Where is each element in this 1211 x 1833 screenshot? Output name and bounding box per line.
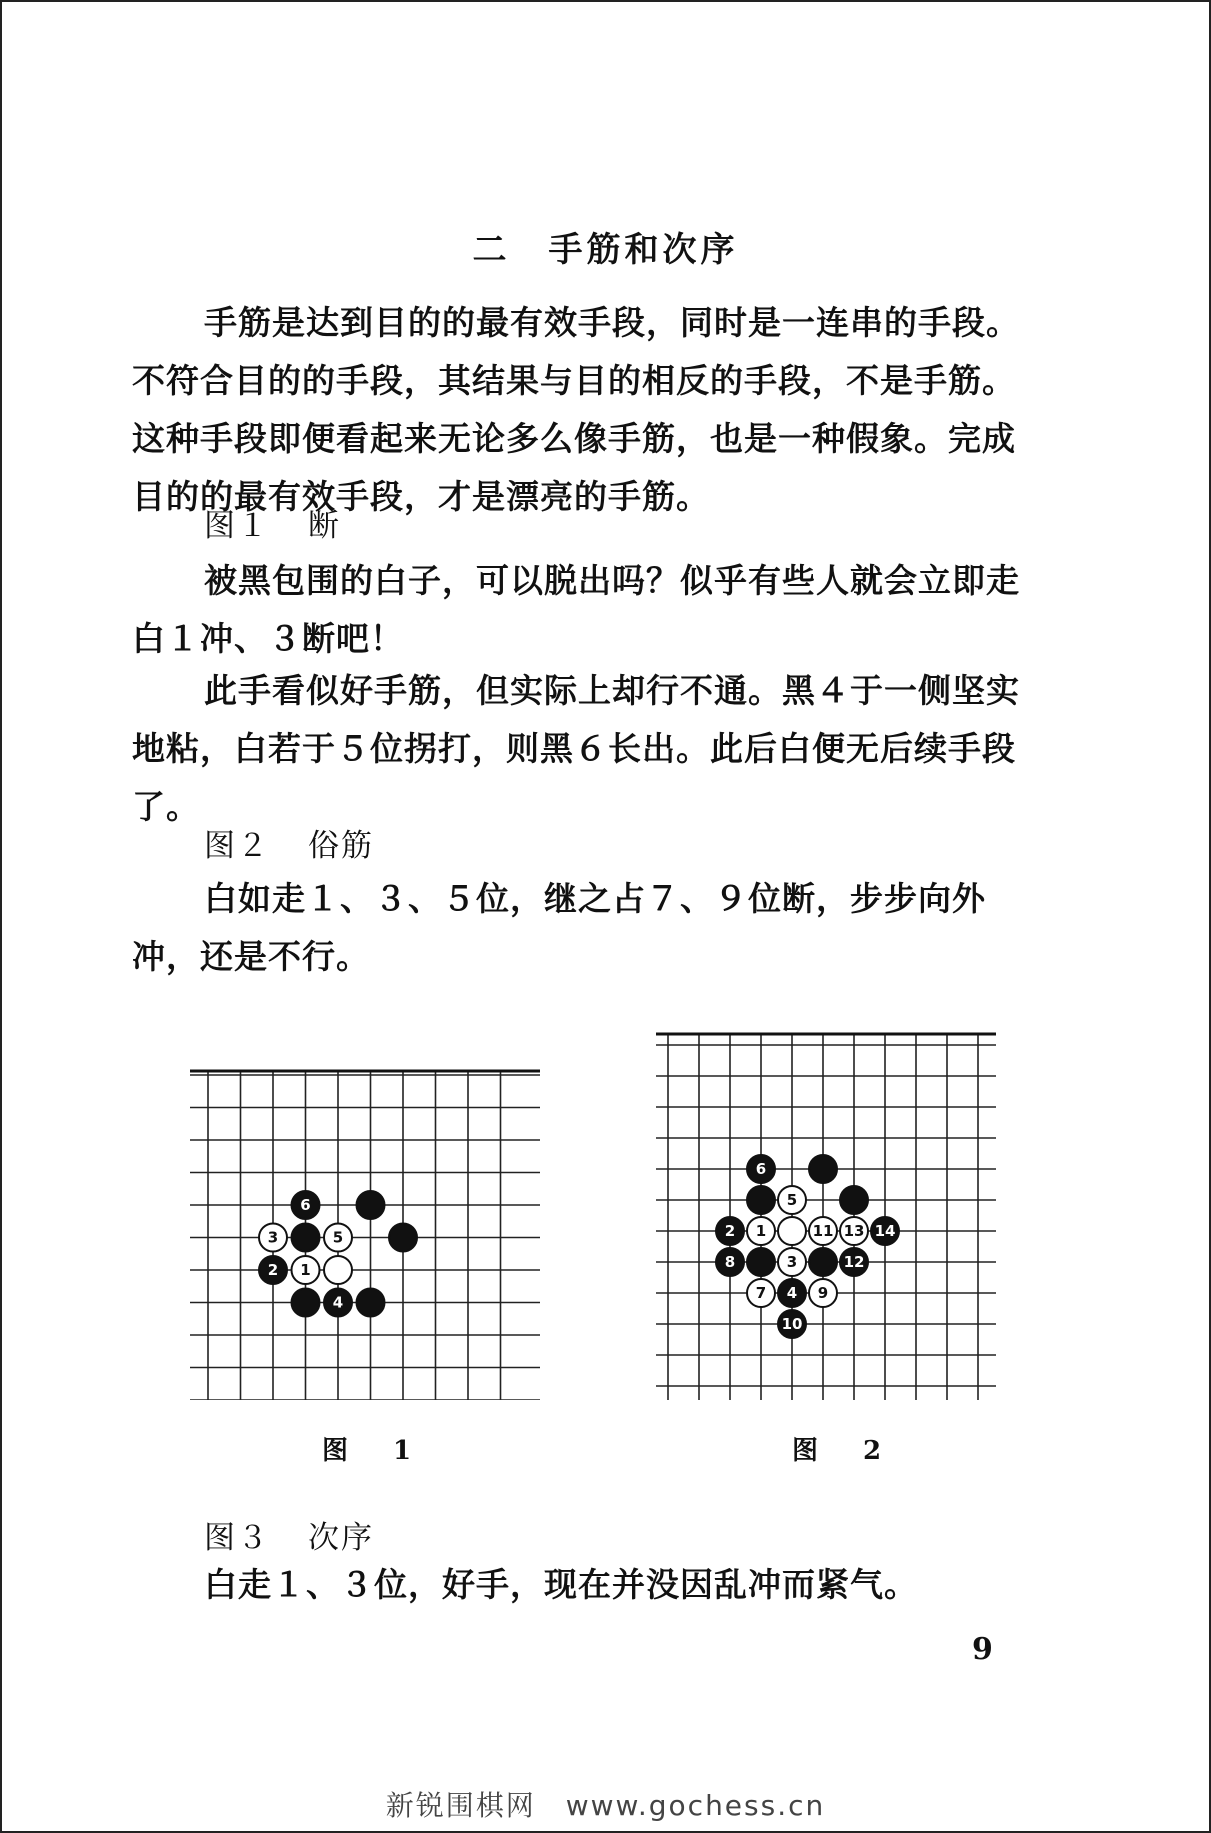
move-number: 10	[781, 1315, 803, 1333]
move-number: 3	[267, 1228, 279, 1247]
fig1-heading: 图１ 断	[204, 508, 341, 544]
move-number: 2	[267, 1261, 279, 1279]
black-stone	[747, 1186, 775, 1214]
fig3-heading: 图３ 次序	[204, 1520, 374, 1556]
black-stone	[747, 1248, 775, 1276]
move-number: 1	[755, 1222, 767, 1240]
white-stone	[840, 1217, 868, 1245]
move-number: 3	[786, 1253, 798, 1271]
black-stone	[809, 1155, 837, 1183]
black-stone	[259, 1256, 287, 1284]
move-number: 14	[874, 1222, 896, 1240]
board-grid	[190, 1071, 540, 1400]
black-stone	[292, 1191, 320, 1219]
fig2-description-text: 白如走１、３、５位，继之占７、９位断，步步向外冲，还是不行。	[132, 879, 986, 976]
white-stone	[809, 1279, 837, 1307]
white-stone	[747, 1279, 775, 1307]
move-number: 2	[724, 1222, 736, 1240]
page-number: 9	[972, 1632, 993, 1667]
fig1-explanation	[132, 662, 1032, 836]
section-title: 二 手筋和次序	[472, 230, 739, 270]
move-number: 7	[755, 1284, 767, 1302]
white-stone	[778, 1217, 806, 1245]
move-number: 4	[786, 1284, 798, 1302]
move-number: 1	[300, 1261, 311, 1279]
go-diagram-1	[190, 1063, 540, 1400]
black-stone	[747, 1155, 775, 1183]
figure-2-caption: 图 2	[792, 1436, 900, 1466]
black-stone	[840, 1186, 868, 1214]
figure-1-caption: 图 1	[322, 1436, 430, 1466]
white-stone	[747, 1217, 775, 1245]
black-stone	[809, 1248, 837, 1276]
intro-text: 手筋是达到目的的最有效手段，同时是一连串的手段。不符合目的的手段，其结果与目的相反的手段，不是手筋。这种手段即便看起来无论多么像手筋，也是一种假象。完成目的的最有效手段，才是漂亮的手筋。	[132, 303, 1020, 516]
white-stone	[778, 1248, 806, 1276]
black-stone	[716, 1217, 744, 1245]
white-stone	[778, 1186, 806, 1214]
move-number: 8	[724, 1253, 736, 1271]
move-number: 5	[332, 1228, 344, 1247]
black-stone	[292, 1289, 320, 1317]
fig1-explanation-text: 此手看似好手筋，但实际上却行不通。黑４于一侧坚实地粘，白若于５位拐打，则黑６长出。此后白便无后续手段了。	[132, 671, 1020, 826]
move-number: 4	[332, 1293, 344, 1312]
black-stone	[716, 1248, 744, 1276]
fig3-description: 白走１、３位，好手，现在并没因乱冲而紧气。	[204, 1565, 918, 1604]
move-number: 5	[786, 1191, 798, 1209]
white-stone	[324, 1224, 352, 1252]
go-diagram-2	[656, 1031, 996, 1400]
fig1-question-text: 被黑包围的白子，可以脱出吗？似乎有些人就会立即走白１冲、３断吧！	[132, 561, 1020, 658]
move-number: 13	[843, 1222, 865, 1240]
white-stone	[809, 1217, 837, 1245]
intro-paragraph	[132, 294, 1032, 526]
move-number: 12	[843, 1253, 865, 1271]
move-number: 11	[812, 1222, 834, 1240]
white-stone	[292, 1256, 320, 1284]
white-stone	[324, 1256, 352, 1284]
fig2-heading: 图２ 俗筋	[204, 828, 374, 864]
move-number: 6	[755, 1160, 767, 1178]
fig2-description	[132, 870, 1032, 986]
black-stone	[324, 1289, 352, 1317]
watermark-footer: 新锐围棋网 www.gochess.cn	[385, 1789, 826, 1822]
black-stone	[840, 1248, 868, 1276]
black-stone	[357, 1191, 385, 1219]
move-number: 6	[300, 1196, 311, 1214]
white-stone	[259, 1224, 287, 1252]
black-stone	[389, 1224, 417, 1252]
black-stone	[292, 1224, 320, 1252]
black-stone	[778, 1279, 806, 1307]
black-stone	[778, 1310, 806, 1338]
black-stone	[871, 1217, 899, 1245]
fig1-question	[132, 552, 1032, 668]
move-number: 9	[817, 1284, 829, 1302]
black-stone	[357, 1289, 385, 1317]
